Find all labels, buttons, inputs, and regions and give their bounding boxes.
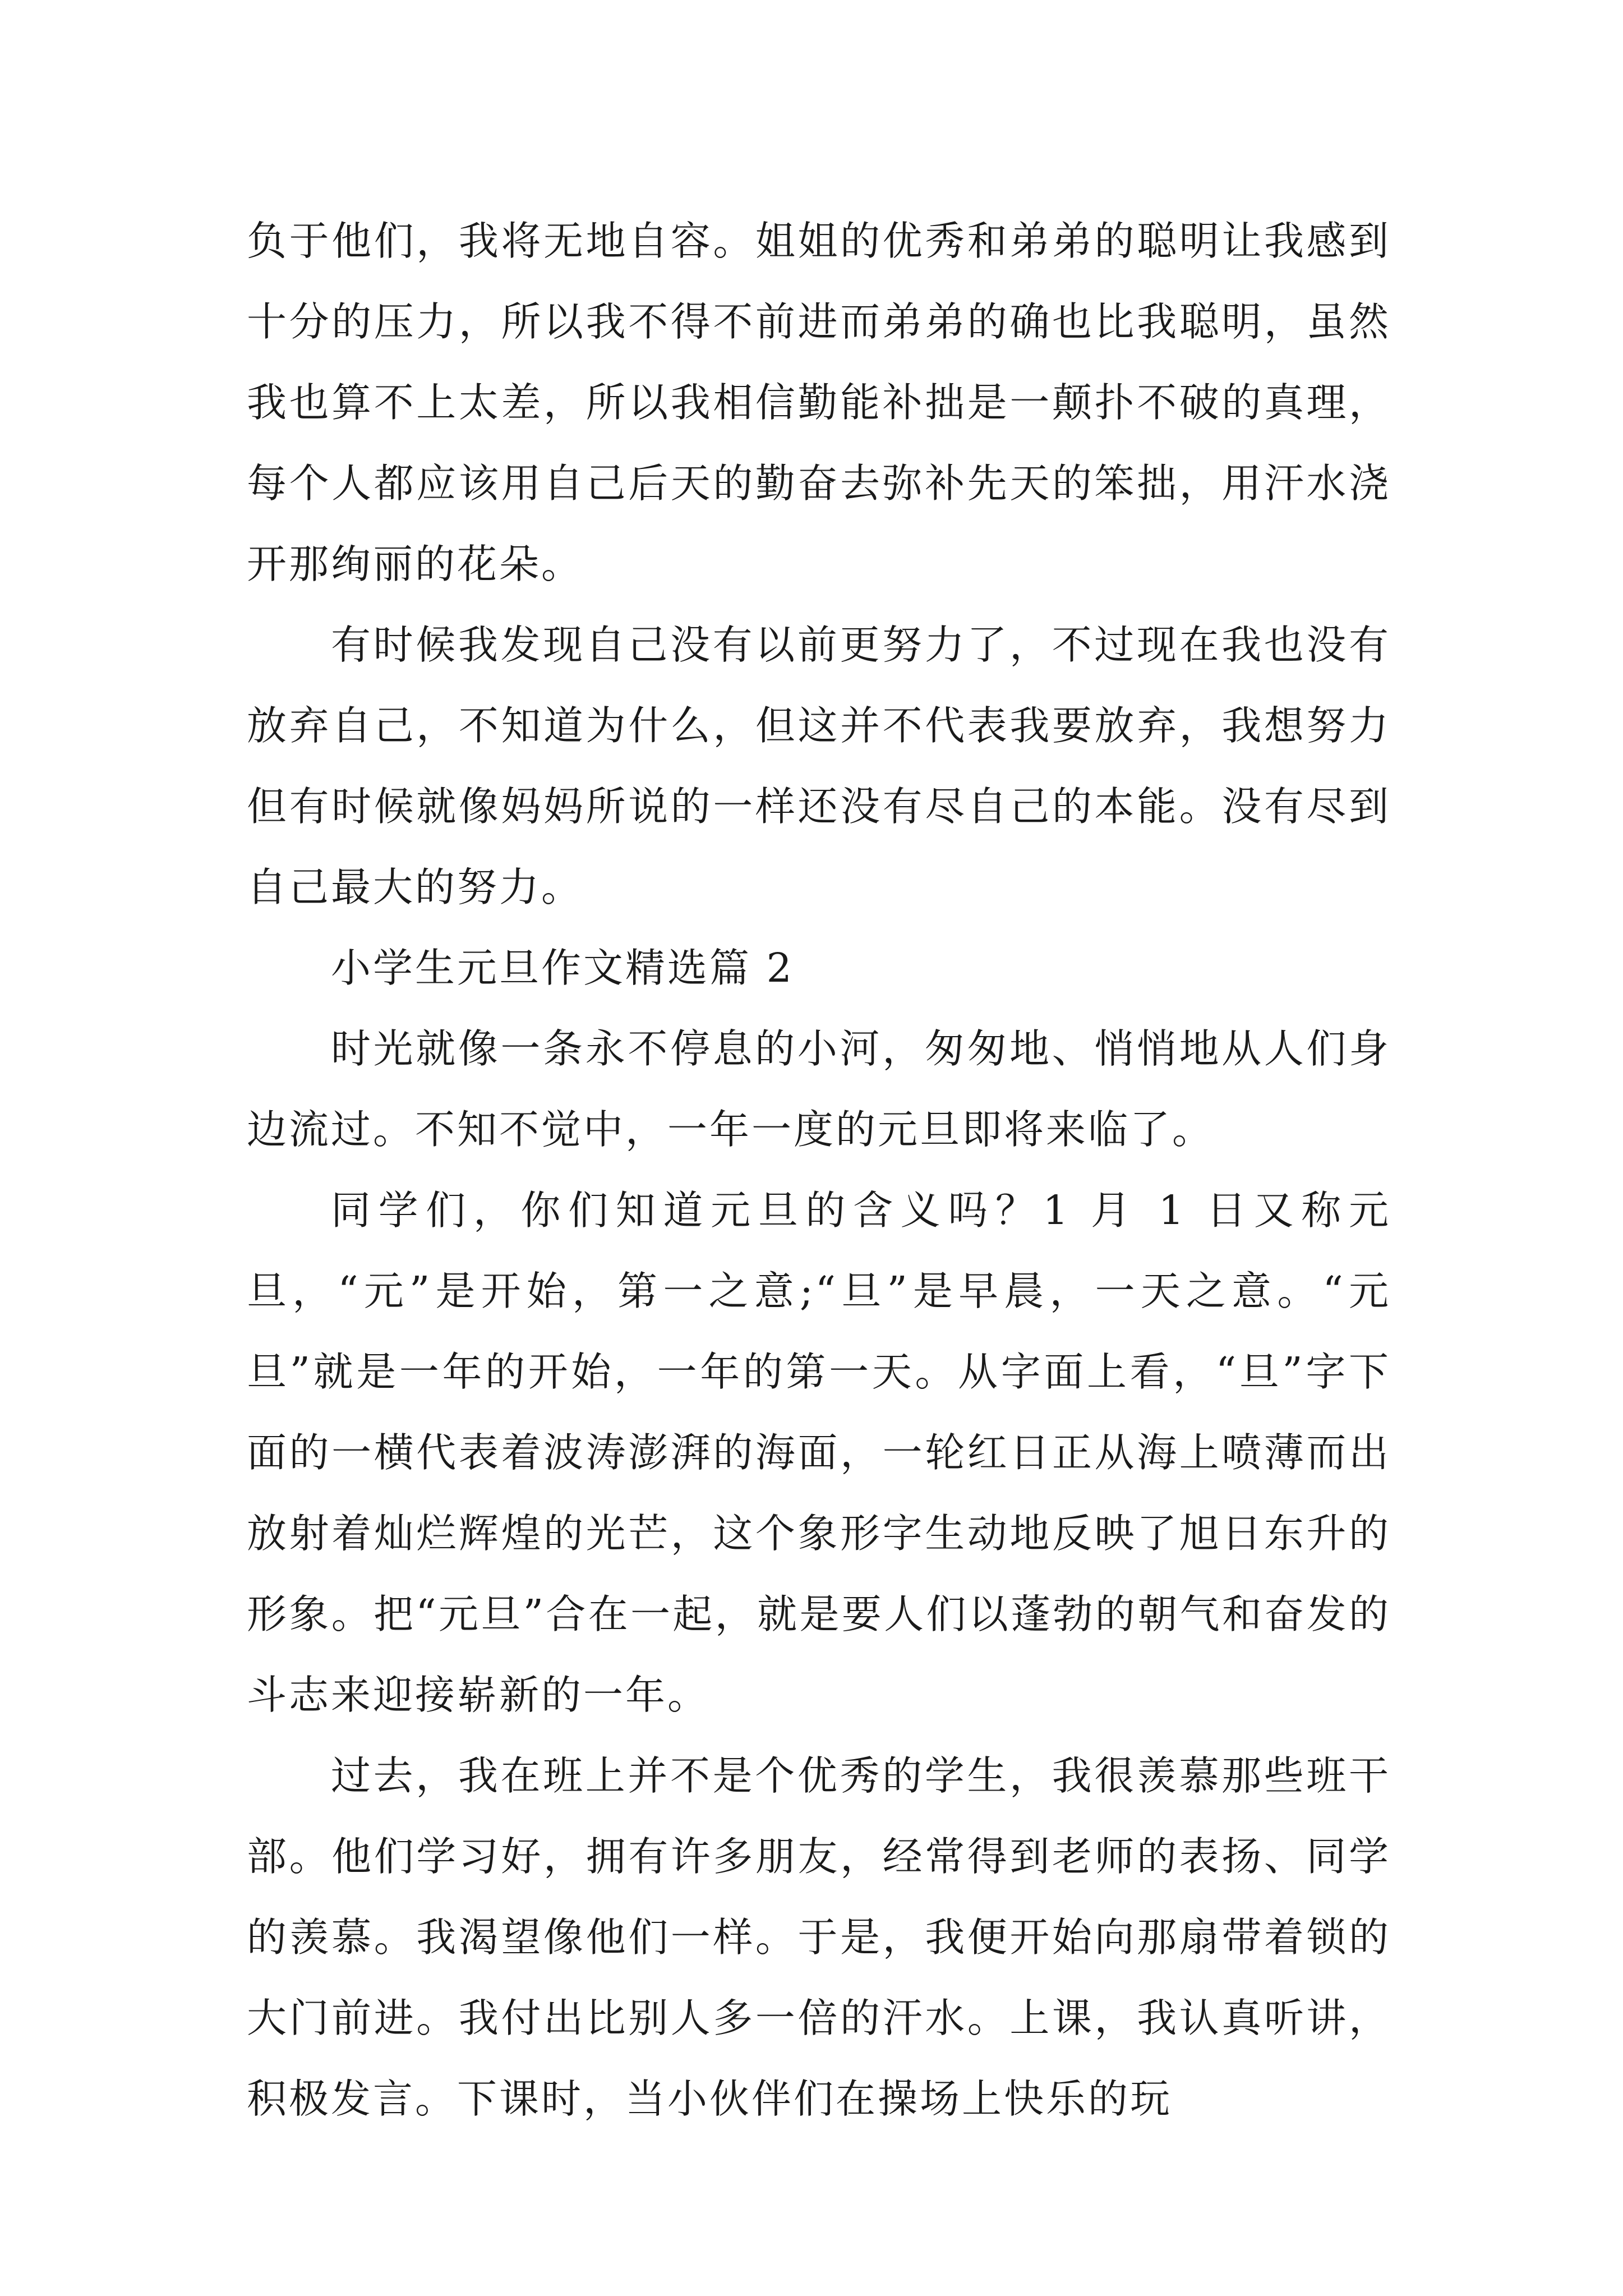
paragraph-time: 时光就像一条永不停息的小河，匆匆地、悄悄地从人们身边流过。不知不觉中，一年一度的元旦即将来临了。 [247,1025,1391,1153]
paragraph-effort: 有时候我发现自己没有以前更努力了，不过现在我也没有放弃自己，不知道为什么，但这并不代表我要放弃，我想努力但有时候就像妈妈所说的一样还没有尽自己的本能。没有尽到自己最大的努力。 [247,622,1391,910]
section-heading: 小学生元旦作文精选篇 2 [331,945,794,991]
paragraph-continuation: 负于他们，我将无地自容。姐姐的优秀和弟弟的聪明让我感到十分的压力，所以我不得不前进而弟弟的确也比我聪明，虽然我也算不上太差，所以我相信勤能补拙是一颠扑不破的真理，每个人都应该用自己后天的勤奋去弥补先天的笨拙，用汗水浇开那绚丽的花朵。 [247,218,1391,587]
document-body [247,201,1391,2139]
paragraph-new-year-meaning: 同学们，你们知道元旦的含义吗？1 月 1 日又称元旦，“元”是开始，第一之意;“旦”是早晨，一天之意。“元旦”就是一年的开始，一年的第一天。从字面上看，“旦”字下面的一横代表着波涛澎湃的海面，一轮红日正从海上喷薄而出放射着灿烂辉煌的光芒，这个象形字生动地反映了旭日东升的形象。把“元旦”合在一起，就是要人们以蓬勃的朝气和奋发的斗志来迎接崭新的一年。 [247,1187,1391,1718]
paragraph-past: 过去，我在班上并不是个优秀的学生，我很羡慕那些班干部。他们学习好，拥有许多朋友，经常得到老师的表扬、同学的羡慕。我渴望像他们一样。于是，我便开始向那扇带着锁的大门前进。我付出比别人多一倍的汗水。上课，我认真听讲，积极发言。下课时，当小伙伴们在操场上快乐的玩 [247,1752,1391,2122]
